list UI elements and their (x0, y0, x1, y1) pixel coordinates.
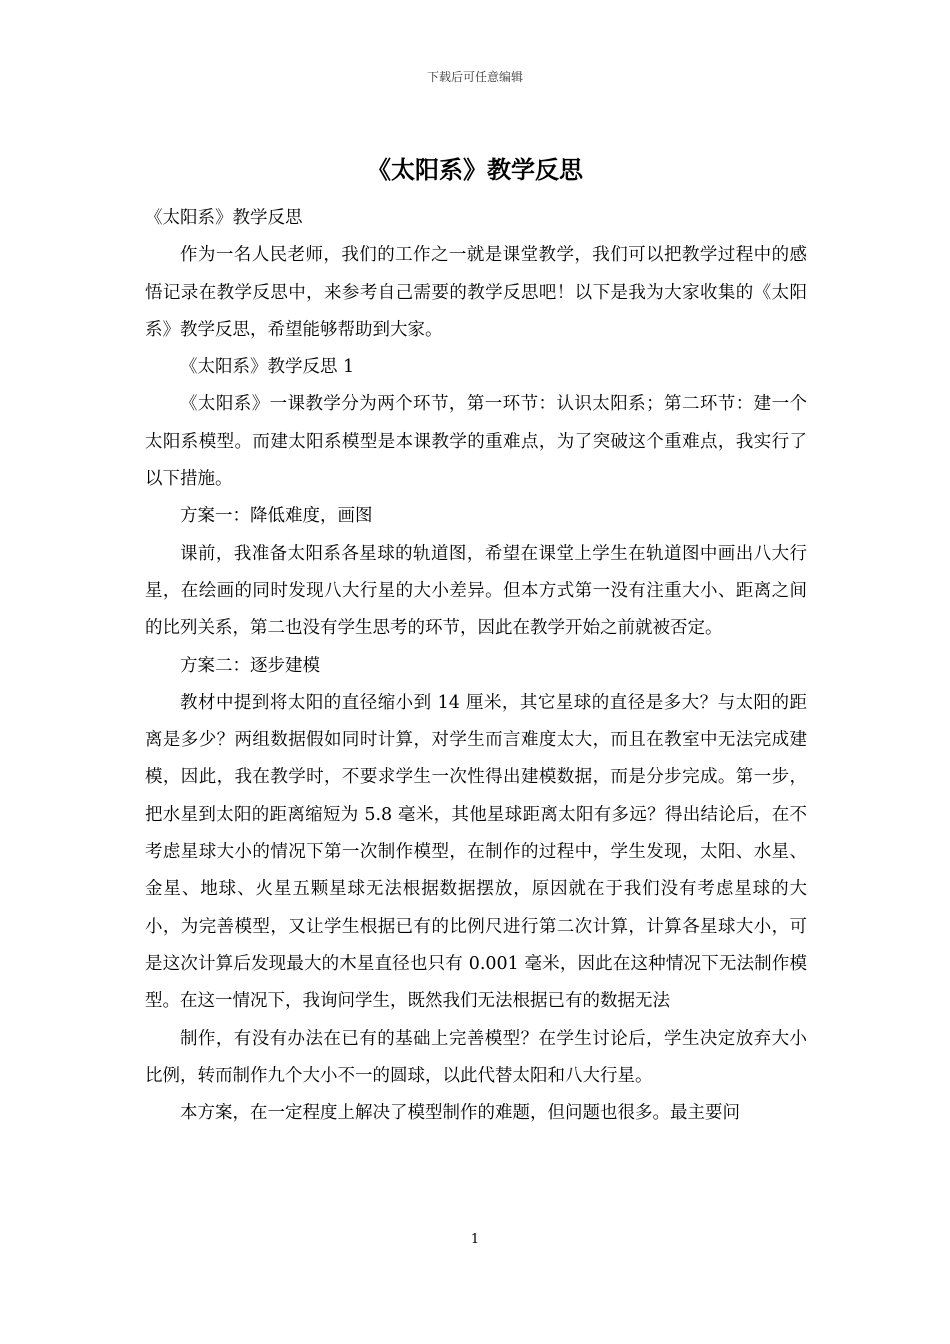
body-paragraph: 方案一：降低难度，画图 (180, 506, 373, 527)
body-paragraph: 教材中提到将太阳的直径缩小到 14 厘米，其它星球的直径是多大？与太阳的距离是多少？两组数据假如同时计算，对学生而言难度太大，而且在教室中无法完成建模，因此，我在教学时，不要求学生一次性得出建模数据，而是分步完成。第一步，把水星到太阳的距离缩短为 5.8 毫米，其他星球距离太阳有多远？得出结论后，在不考虑星球大小的情况下第一次制作模型，在制作的过程中，学生发现，太阳、水星、金星、地球、火星五颗星球无法根据数据摆放，原因就在于我们没有考虑星球的大小，为完善模型，又让学生根据已有的比例尺进行第二次计算，计算各星球大小，可是这次计算后发现最大的木星直径也只有 0.001 毫米，因此在这种情况下无法制作模型。在这一情况下，我询问学生，既然我们无法根据已有的数据无法 (145, 692, 807, 1012)
document-body (145, 200, 807, 1132)
body-paragraph: 本方案，在一定程度上解决了模型制作的难题，但问题也很多。最主要问 (180, 1103, 740, 1124)
body-paragraph: 《太阳系》教学反思 (145, 208, 303, 228)
page-header-note: 下载后可任意编辑 (426, 70, 523, 84)
body-paragraph: 《太阳系》一课教学分为两个环节，第一环节：认识太阳系；第二环节：建一个太阳系模型。而建太阳系模型是本课教学的重难点，为了突破这个重难点，我实行了以下措施。 (145, 394, 807, 490)
body-paragraph: 作为一名人民老师，我们的工作之一就是课堂教学，我们可以把教学过程中的感悟记录在教学反思中，来参考自己需要的教学反思吧！以下是我为大家收集的《太阳系》教学反思，希望能够帮助到大家。 (145, 245, 807, 340)
page-number: 1 (470, 1232, 480, 1247)
body-paragraph: 制作，有没有办法在已有的基础上完善模型？在学生讨论后，学生决定放弃大小比例，转而制作九个大小不一的圆球，以此代替太阳和八大行星。 (145, 1028, 807, 1086)
body-paragraph: 课前，我准备太阳系各星球的轨道图，希望在课堂上学生在轨道图中画出八大行星，在绘画的同时发现八大行星的大小差异。但本方式第一没有注重大小、距离之间的比列关系，第二也没有学生思考的环节，因此在教学开始之前就被否定。 (145, 543, 807, 639)
body-paragraph: 方案二：逐步建模 (180, 655, 320, 676)
body-paragraph: 《太阳系》教学反思 1 (180, 357, 355, 378)
document-title: 《太阳系》教学反思 (367, 155, 583, 184)
